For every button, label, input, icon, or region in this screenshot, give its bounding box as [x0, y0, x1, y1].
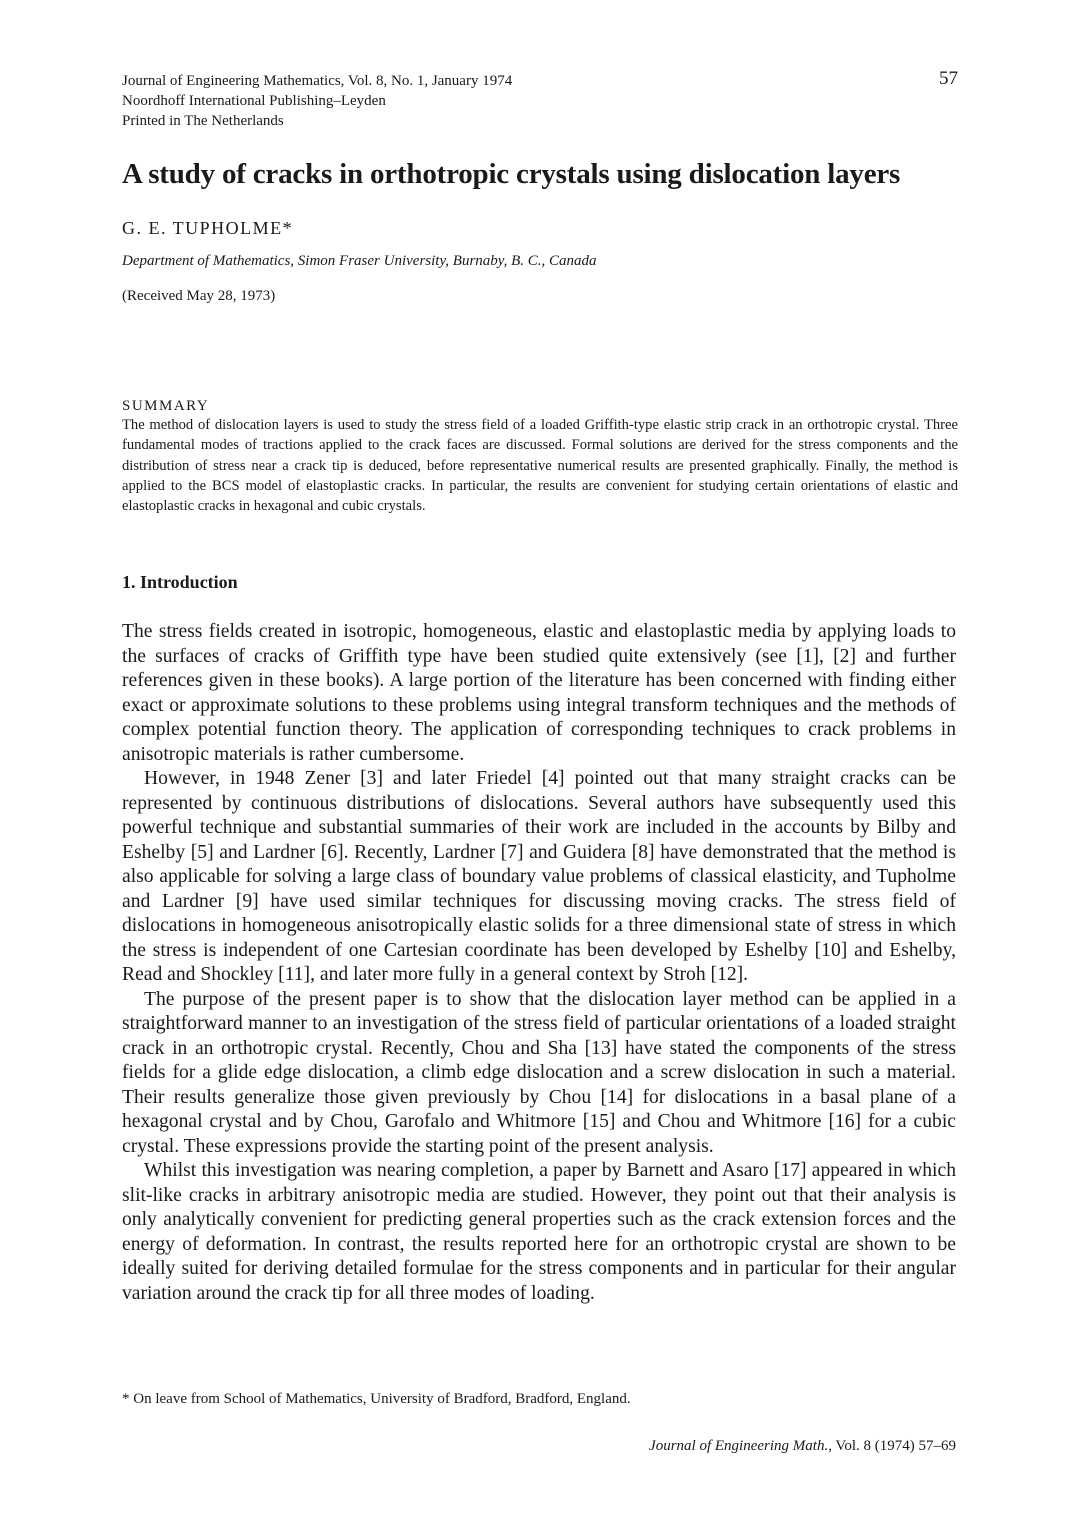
summary-text: The method of dislocation layers is used to study the stress field of a loaded Griffith-type elastic strip crack in an orthotropic crystal. Three fundamental modes of tractions applied to the crack faces are discussed. Formal solutions are derived for the stress components and the distribution of stress near a crack tip is deduced, before representative numerical results are presented graphically. Finally, the method is applied to the BCS model of elastoplastic cracks. In particular, the results are convenient for studying certain orientations of elastic and elastoplastic cracks in hexagonal and cubic crystals.	[122, 417, 958, 515]
header-publisher-line: Noordhoff International Publishing–Leyden	[122, 93, 386, 109]
paragraph: However, in 1948 Zener [3] and later Friedel [4] pointed out that many straight cracks can be represented by continuous distributions of dislocations. Several authors have subsequently used this powerful technique and substantial summaries of their work are included in the accounts by Bilby and Eshelby [5] and Lardner [6]. Recently, Lardner [7] and Guidera [8] have demonstrated that the method is also applicable for solving a large class of boundary value problems of classical elasticity, and Tupholme and Lardner [9] have used similar techniques for discussing moving cracks. The stress field of dislocations in homogeneous anisotropically elastic solids for a three dimensional state of stress in which the stress is independent of one Cartesian coordinate has been developed by Eshelby [10] and Eshelby, Read and Shockley [11], and later more fully in a general context by Stroh [12].	[122, 768, 956, 985]
footer-volume-pages: Vol. 8 (1974) 57–69	[831, 1438, 956, 1454]
author-name: G. E. TUPHOLME*	[122, 218, 294, 238]
header-printed-line: Printed in The Netherlands	[122, 113, 284, 129]
paragraph: Whilst this investigation was nearing completion, a paper by Barnett and Asaro [17] appeared in which slit-like cracks in arbitrary anisotropic media are studied. However, they point out that their analysis is only analytically convenient for predicting general properties such as the crack extension forces and the energy of deformation. In contrast, the results reported here for an orthotropic crystal are shown to be ideally suited for deriving detailed formulae for the stress components and in particular for their angular variation around the crack tip for all three modes of loading.	[122, 1160, 956, 1304]
paper-title: A study of cracks in orthotropic crystals using dislocation layers	[122, 158, 901, 190]
author-affiliation: Department of Mathematics, Simon Fraser University, Burnaby, B. C., Canada	[122, 253, 597, 269]
footnote: * On leave from School of Mathematics, University of Bradford, Bradford, England.	[122, 1391, 631, 1407]
section-heading-introduction: 1. Introduction	[122, 572, 238, 592]
introduction-body	[122, 620, 956, 1306]
page-footer	[649, 1438, 956, 1455]
journal-header	[122, 71, 512, 131]
received-date: (Received May 28, 1973)	[122, 288, 276, 304]
summary-heading: SUMMARY	[122, 398, 210, 414]
page-number: 57	[939, 68, 958, 89]
header-journal-line: Journal of Engineering Mathematics, Vol. 8, No. 1, January 1974	[122, 73, 513, 89]
paragraph: The purpose of the present paper is to show that the dislocation layer method can be applied in a straightforward manner to an investigation of the stress field of particular orientations of a loaded straight crack in an orthotropic crystal. Recently, Chou and Sha [13] have stated the components of the stress fields for a glide edge dislocation, a climb edge dislocation and a screw dislocation in such a material. Their results generalize those given previously by Chou [14] for dislocations in a basal plane of a hexagonal crystal and by Chou, Garofalo and Whitmore [15] and Chou and Whitmore [16] for a cubic crystal. These expressions provide the starting point of the present analysis.	[122, 988, 956, 1157]
footer-journal-name: Journal of Engineering Math.,	[649, 1438, 832, 1454]
summary-block	[122, 397, 958, 516]
paragraph: The stress fields created in isotropic, homogeneous, elastic and elastoplastic media by applying loads to the surfaces of cracks of Griffith type have been studied quite extensively (see [1], [2] and further references given in these books). A large portion of the literature has been concerned with finding either exact or approximate solutions to these problems using integral transform techniques and the methods of complex potential function theory. The application of corresponding techniques to crack problems in anisotropic materials is rather cumbersome.	[122, 621, 956, 765]
